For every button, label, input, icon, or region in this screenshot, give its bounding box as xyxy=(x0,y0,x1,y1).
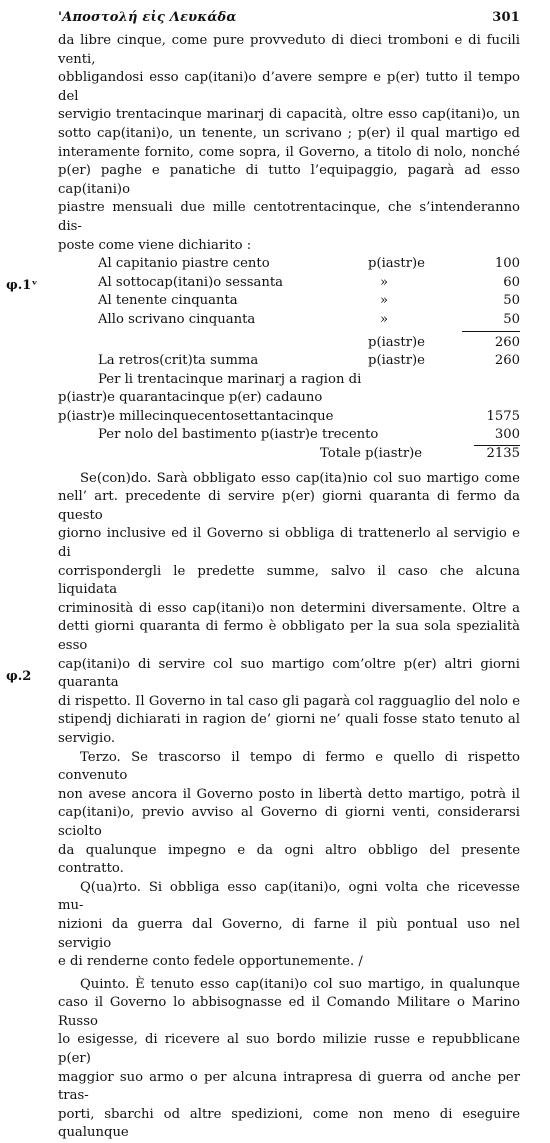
text-line: sotto cap(itani)o, un tenente, un scrivano ; p(er) il qual martigo ed xyxy=(58,125,520,141)
text-line: stipendj dichiarati in ragion de’ giorni ne’ quali fosse stato tenuto al xyxy=(58,712,520,728)
text-line: criminosità di esso cap(itani)o non determini diversamente. Oltre a xyxy=(58,600,520,616)
text-line: corrispondergli le predette summe, salvo il caso che alcuna liquidata xyxy=(58,563,520,598)
pay-amount: 50 xyxy=(503,293,520,309)
sailors-row xyxy=(58,408,520,427)
paragraph-secondo xyxy=(58,470,520,749)
text-line: p(er) paghe e panatiche di tutto l’equipaggio, pagarà ad esso cap(itani)o xyxy=(58,163,520,197)
text-line: nizioni da guerra dal Governo, di farne il più pontual uso nel servigio xyxy=(58,916,520,951)
pay-amount: 100 xyxy=(494,256,520,272)
sailors-amount: 1575 xyxy=(486,408,520,424)
carried-amount: 260 xyxy=(494,353,520,369)
text-line: di rispetto. Il Governo in tal caso gli pagarà col ragguaglio del nolo e xyxy=(58,693,520,709)
sailors-row xyxy=(58,371,520,390)
sum-rule xyxy=(462,331,520,332)
pay-table xyxy=(58,255,520,464)
pay-label: La retros(crit)ta summa xyxy=(98,353,259,369)
text-line: piastre mensuali due mille centotrentacinque, che s’intenderanno dis- xyxy=(58,200,520,234)
pay-row xyxy=(58,255,520,274)
text-line: da qualunque impegno e da ogni altro obbligo del presente contratto. xyxy=(58,842,520,877)
text-line: Quinto. È tenuto esso cap(itani)o col suo martigo, in qualunque xyxy=(80,976,520,992)
pay-row xyxy=(58,292,520,311)
paragraph-terzo xyxy=(58,749,520,879)
text-line: obbligandosi esso cap(itani)o d’avere sempre e p(er) tutto il tempo del xyxy=(58,70,520,104)
text-line: cap(itani)o di servire col suo martigo com’oltre p(er) altri giorni quaranta xyxy=(58,656,520,691)
text-line: servigio. xyxy=(58,730,116,746)
text-line: cap(itani)o, previo avviso al Governo di giorni venti, considerarsi sciolto xyxy=(58,805,520,839)
margin-folio-note: φ.2 xyxy=(6,669,32,684)
pay-unit: p(iastr)e xyxy=(368,334,425,350)
total-amount: 2135 xyxy=(486,446,520,462)
total-label: Totale p(iastr)e xyxy=(320,446,423,462)
paragraph-quarto xyxy=(58,879,520,972)
text-line: Q(ua)rto. Si obbliga esso cap(itani)o, ogni volta che ricevesse mu- xyxy=(58,879,520,914)
pay-unit: p(iastr)e xyxy=(368,353,425,369)
running-header xyxy=(58,10,520,30)
margin-folio-note: φ.1ᵛ xyxy=(6,278,38,293)
total-row xyxy=(58,445,520,464)
paragraph-continuation xyxy=(58,32,520,255)
pay-label: Al sottocap(itani)o sessanta xyxy=(98,274,284,290)
text-line: Terzo. Se trascorso il tempo di fermo e quello di rispetto convenuto xyxy=(58,749,520,784)
subtotal-row xyxy=(58,334,520,353)
pay-label: Al tenente cinquanta xyxy=(98,293,238,309)
pay-label: Allo scrivano cinquanta xyxy=(98,311,256,327)
sailors-row xyxy=(58,389,520,408)
pay-row xyxy=(58,274,520,293)
text-line: poste come viene dichiarito : xyxy=(58,237,252,253)
freight-row xyxy=(58,426,520,445)
text-line: servigio trentacinque marinarj di capacità, oltre esso cap(itani)o, un xyxy=(58,107,520,123)
pay-amount: 50 xyxy=(503,311,520,327)
ditto-mark: » xyxy=(380,274,389,290)
pay-unit: p(iastr)e xyxy=(368,256,425,272)
page-number: 301 xyxy=(492,10,520,25)
text-line: interamente fornito, come sopra, il Governo, a titolo di nolo, nonché xyxy=(58,144,520,160)
ditto-mark: » xyxy=(380,293,389,309)
pay-row xyxy=(58,311,520,330)
pay-label: p(iastr)e quarantacinque p(er) cadauno xyxy=(58,390,323,406)
text-line: da libre cinque, come pure provveduto di dieci tromboni e di fucili venti, xyxy=(58,33,520,67)
text-line: detti giorni quaranta di fermo è obbligato per la sua sola spezialità esso xyxy=(58,619,520,653)
pay-label: Per li trentacinque marinarj a ragion di xyxy=(98,371,362,387)
carried-row xyxy=(58,352,520,371)
text-line: lo esigesse, di ricevere al suo bordo milizie russe e repubblicane p(er) xyxy=(58,1032,520,1067)
text-line: caso il Governo lo abbisognasse ed il Comando Militare o Marino Russo xyxy=(58,995,520,1029)
pay-label: p(iastr)e millecinquecentosettantacinque xyxy=(58,408,334,424)
text-line: e di renderne conto fedele opportunemente. / xyxy=(58,954,363,970)
pay-label: Per nolo del bastimento p(iastr)e trecento xyxy=(98,427,379,443)
text-line: giorno inclusive ed il Governo si obbliga di trattenerlo al servigio e di xyxy=(58,526,520,561)
ditto-mark: » xyxy=(380,311,389,327)
pay-amount: 60 xyxy=(503,274,520,290)
freight-amount: 300 xyxy=(474,426,520,446)
text-line: porti, sbarchi od altre spedizioni, come non meno di eseguire qualunque xyxy=(58,1106,520,1141)
text-line: nell’ art. precedente di servire p(er) giorni quaranta di fermo da questo xyxy=(58,489,520,523)
running-title: 'Αποστολή εἰς Λευκάδα xyxy=(58,10,237,25)
text-line: Se(con)do. Sarà obbligato esso cap(ita)nio col suo martigo come xyxy=(80,470,520,486)
text-line: maggior suo armo o per alcuna intrapresa di guerra od anche per tras- xyxy=(58,1069,520,1104)
pay-label: Al capitanio piastre cento xyxy=(98,256,270,272)
document-body xyxy=(58,32,520,1143)
text-line: non avese ancora il Governo posto in libertà detto martigo, potrà il xyxy=(58,786,520,802)
paragraph-quinto xyxy=(58,976,520,1143)
subtotal-amount: 260 xyxy=(494,334,520,350)
